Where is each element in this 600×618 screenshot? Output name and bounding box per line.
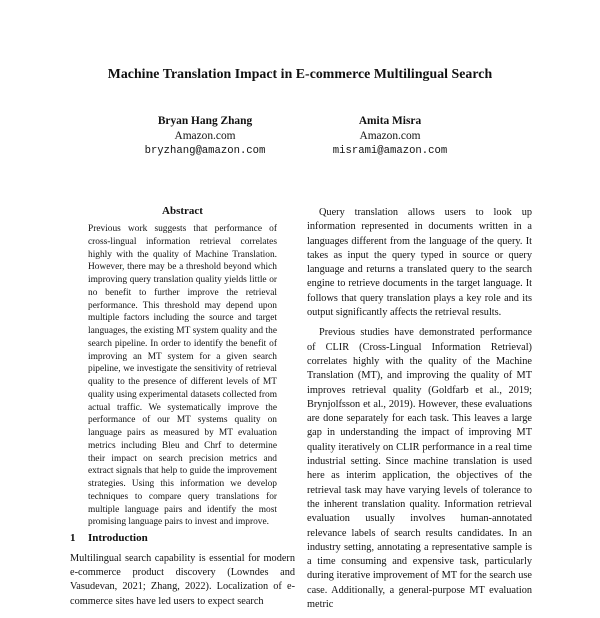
author-name: Amita Misra — [358, 115, 422, 127]
paper-title: Machine Translation Impact in E-commerce Multilingual Search — [107, 66, 493, 81]
author-affiliation: Amazon.com — [359, 130, 421, 142]
section-number: 1 — [70, 532, 76, 544]
section-heading — [70, 532, 295, 544]
author-block-2 — [280, 114, 500, 159]
section-title: Introduction — [88, 532, 148, 544]
author-email: misrami@amazon.com — [332, 145, 448, 157]
author-email: bryzhang@amazon.com — [144, 145, 266, 157]
author-affiliation: Amazon.com — [174, 130, 236, 142]
right-column — [307, 206, 532, 618]
introduction-text — [70, 552, 295, 609]
abstract-text: Previous work suggests that performance of cross-lingual information retrieval correlates highly with the quality of Machine Translation. However, there may be a threshold beyond which improving query translation quality yields little or no benefit to further improve the retrieval performance. This threshold may depend upon multiple factors including the source and target languages, the existing MT system quality and the search pipeline. In order to identify the benefit of improving an MT system for a given search pipeline, we investigate the sensitivity of retrieval quality to the presence of different levels of MT quality using experimental datasets collected from actual traffic. We systematically improve the performance of our MT systems quality on language pairs as measured by MT evaluation metrics including Bleu and Chrf to determine their impact on search precision metrics and extract signals that help to guide the improvement strategies. Using this information we develop techniques to compare query translations for multiple language pairs and identify the most promising language pairs to invest and improve. — [88, 224, 277, 528]
author-name: Bryan Hang Zhang — [157, 115, 253, 127]
paragraph: Multilingual search capability is essential for modern e-commerce product discovery (Lowndes and Vasudevan, 2021; Zhang, 2022). Localization of e-commerce sites have led users to expect search — [70, 553, 295, 607]
paragraph: Previous studies have demonstrated performance of CLIR (Cross-Lingual Information Retrieval) correlates highly with the quality of the Machine Translation (MT), and improving the quality of MT improves retrieval quality (Goldfarb et al., 2019; Brynjolfsson et al., 2019). However, these evaluations are done separately for each task. This leaves a large gap in understanding the impact of improving MT quality iteratively on CLIR performance in a real time industrial setting. Since machine translation is used here as interim application, the objectives of the retrieval task may have varying levels of tolerance to the inherent translation quality. Information retrieval evaluation usually involves human-annotated relevance labels of search results candidates. In an industry setting, annotating a representative sample is a time consuming and expensive task, particularly during iterative improvement of MT for the search use case. Additionally, a general-purpose MT evaluation metric — [307, 327, 532, 611]
abstract-heading: Abstract — [162, 205, 203, 217]
paragraph: Query translation allows users to look up information represented in documents written in a languages different from the language of the query. It takes as input the query typed in source or query language and returns a translated query to the search engine to retrieve documents in the target language. It follows that query translation plays a key role and its output significantly affects the retrieval results. — [307, 207, 532, 319]
